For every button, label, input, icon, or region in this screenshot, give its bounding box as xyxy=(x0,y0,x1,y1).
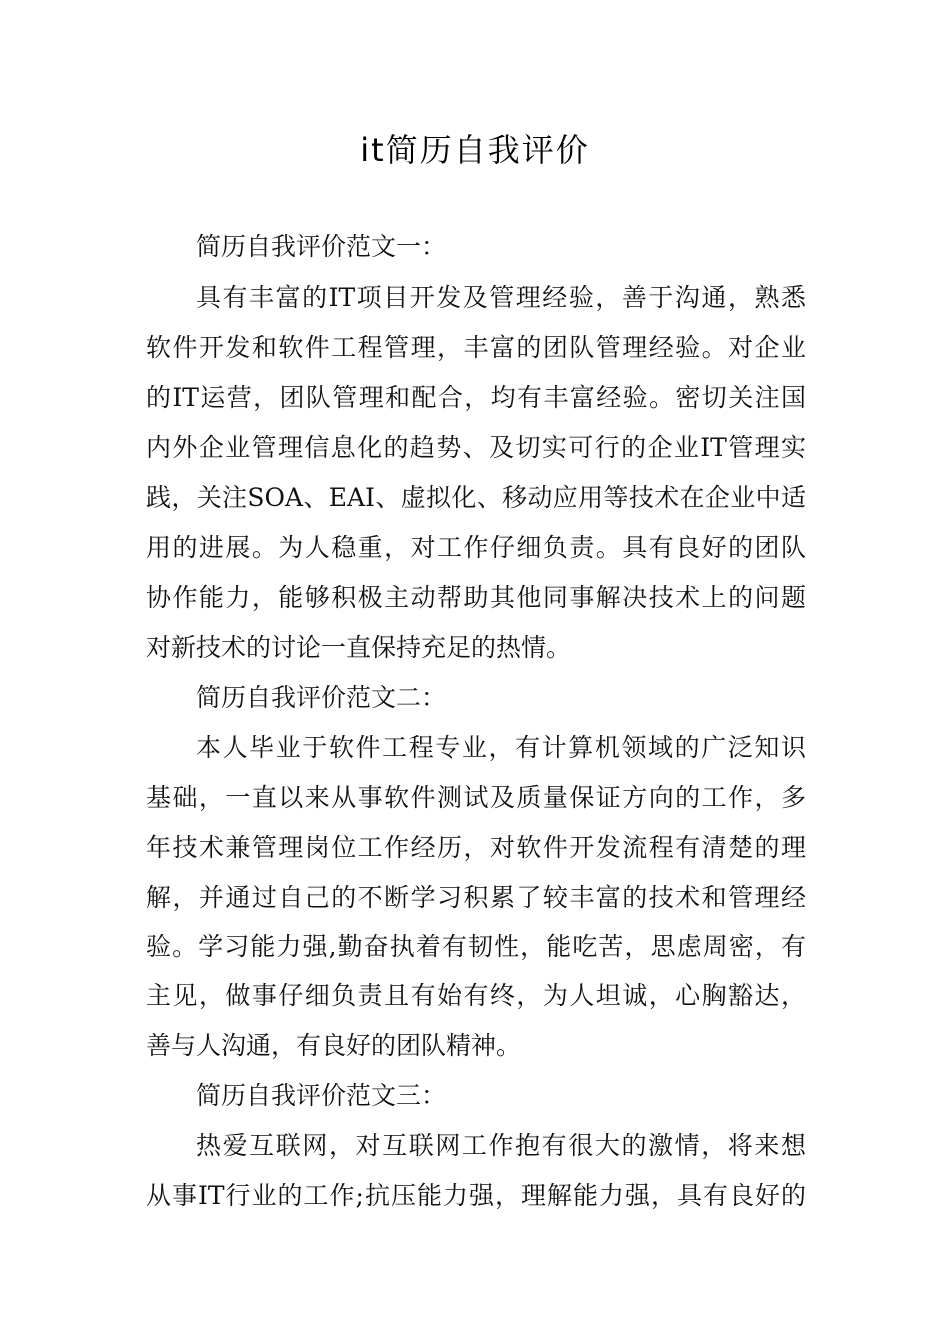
paragraph-line: 践，关注SOA、EAI、虚拟化、移动应用等技术在企业中适 xyxy=(146,483,806,512)
paragraph-line: 内外企业管理信息化的趋势、及切实可行的企业IT管理实 xyxy=(146,433,806,462)
paragraph-line: 协作能力，能够积极主动帮助其他同事解决技术上的问题 xyxy=(146,583,806,612)
paragraph-line: 主见，做事仔细负责且有始有终，为人坦诚，心胸豁达， xyxy=(146,981,806,1010)
paragraph-line: 年技术兼管理岗位工作经历，对软件开发流程有清楚的理 xyxy=(146,833,806,862)
paragraph-line: 对新技术的讨论一直保持充足的热情。 xyxy=(146,633,572,662)
paragraph-line: 软件开发和软件工程管理，丰富的团队管理经验。对企业 xyxy=(146,333,806,362)
document-title: it简历自我评价 xyxy=(360,131,590,169)
paragraph-line: 善与人沟通，有良好的团队精神。 xyxy=(146,1031,522,1060)
paragraph-line: 基础，一直以来从事软件测试及质量保证方向的工作，多 xyxy=(146,783,806,812)
paragraph-line: 验。学习能力强,勤奋执着有韧性，能吃苦，思虑周密，有 xyxy=(146,932,806,961)
paragraph-line: 用的进展。为人稳重，对工作仔细负责。具有良好的团队 xyxy=(146,533,806,562)
paragraph-line: 的IT运营，团队管理和配合，均有丰富经验。密切关注国 xyxy=(146,383,806,412)
section-heading: 简历自我评价范文一： xyxy=(196,232,447,261)
section-heading: 简历自我评价范文二： xyxy=(196,683,447,712)
paragraph-line: 热爱互联网，对互联网工作抱有很大的激情，将来想 xyxy=(196,1131,806,1160)
paragraph-line: 具有丰富的IT项目开发及管理经验，善于沟通，熟悉 xyxy=(196,283,806,312)
paragraph-line: 解，并通过自己的不断学习积累了较丰富的技术和管理经 xyxy=(146,883,806,912)
paragraph-line: 从事IT行业的工作;抗压能力强，理解能力强，具有良好的 xyxy=(146,1181,806,1210)
paragraph-line: 本人毕业于软件工程专业，有计算机领域的广泛知识 xyxy=(196,733,806,762)
section-heading: 简历自我评价范文三： xyxy=(196,1081,447,1110)
